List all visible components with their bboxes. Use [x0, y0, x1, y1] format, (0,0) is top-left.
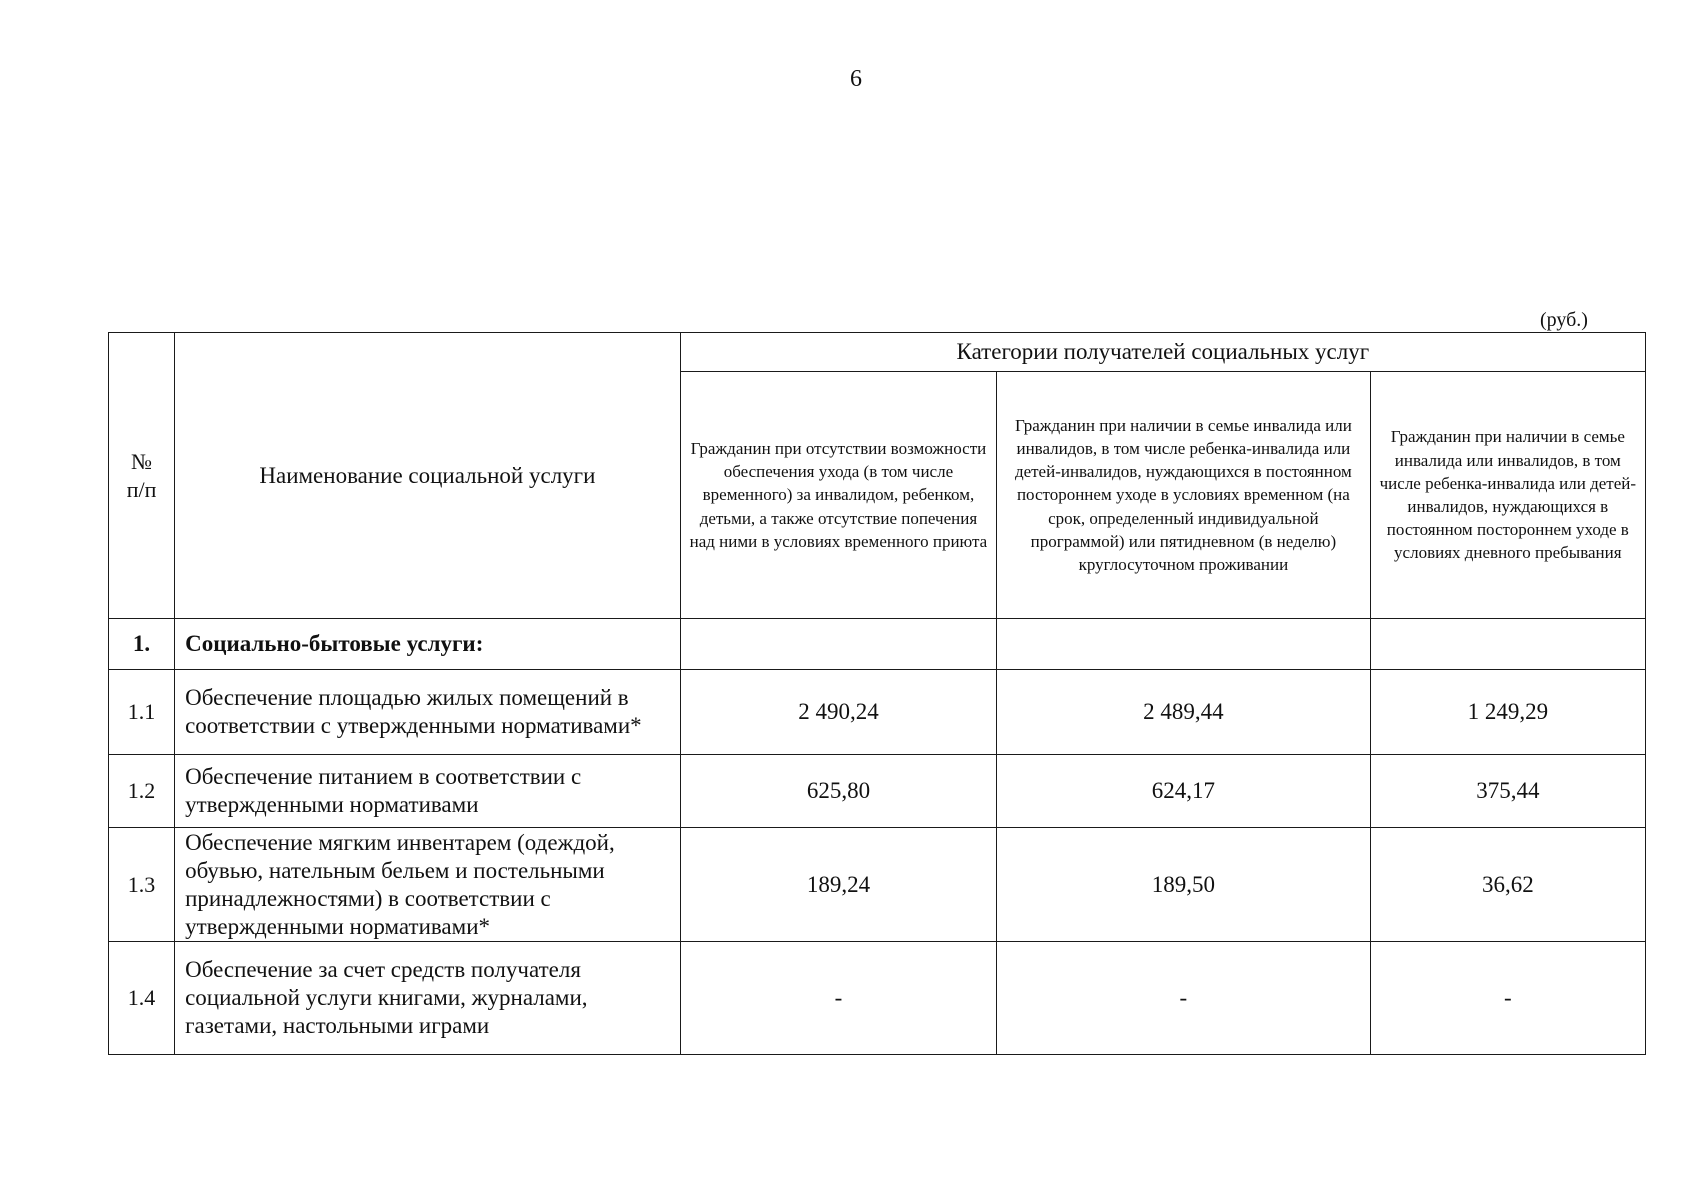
- table-row: [109, 828, 1646, 942]
- row-service-name: Обеспечение питанием в соответствии с утвержденными нормативами: [175, 755, 681, 828]
- section-empty-cell: [680, 619, 996, 670]
- header-category-3: Гражданин при наличии в семье инвалида или инвалидов, в том числе ребенка-инвалида или детей-инвалидов, нуждающихся в постоянном постороннем уходе в условиях дневного пребывания: [1370, 372, 1645, 619]
- row-value-category-1: 189,24: [680, 828, 996, 942]
- table-row: [109, 942, 1646, 1055]
- row-value-category-1: -: [680, 942, 996, 1055]
- row-number: 1.2: [109, 755, 175, 828]
- header-service-name: Наименование социальной услуги: [175, 333, 681, 619]
- row-value-category-3: 1 249,29: [1370, 670, 1645, 755]
- currency-note: (руб.): [1540, 309, 1588, 331]
- row-value-category-3: 375,44: [1370, 755, 1645, 828]
- section-title: Социально-бытовые услуги:: [175, 619, 681, 670]
- row-value-category-1: 2 490,24: [680, 670, 996, 755]
- row-value-category-2: -: [997, 942, 1370, 1055]
- row-value-category-2: 2 489,44: [997, 670, 1370, 755]
- row-value-category-3: 36,62: [1370, 828, 1645, 942]
- table-header-row: [109, 333, 1646, 372]
- row-service-name: Обеспечение площадью жилых помещений в соответствии с утвержденными нормативами*: [175, 670, 681, 755]
- page-number: 6: [850, 66, 862, 92]
- header-category-2: Гражданин при наличии в семье инвалида или инвалидов, в том числе ребенка-инвалида или детей-инвалидов, нуждающихся в постоянном постороннем уходе в условиях временном (на срок, определенный индивидуальной программой) или пятидневном (в неделю) круглосуточном проживании: [997, 372, 1370, 619]
- header-category-1: Гражданин при отсутствии возможности обеспечения ухода (в том числе временного) за инвалидом, ребенком, детьми, а также отсутствие попечения над ними в условиях временного приюта: [680, 372, 996, 619]
- row-number: 1.1: [109, 670, 175, 755]
- row-value-category-2: 189,50: [997, 828, 1370, 942]
- section-number: 1.: [109, 619, 175, 670]
- section-row: [109, 619, 1646, 670]
- row-value-category-3: -: [1370, 942, 1645, 1055]
- service-tariffs-table: [108, 332, 1646, 1055]
- row-value-category-2: 624,17: [997, 755, 1370, 828]
- table-row: [109, 670, 1646, 755]
- header-categories-group: Категории получателей социальных услуг: [680, 333, 1645, 372]
- section-empty-cell: [997, 619, 1370, 670]
- row-value-category-1: 625,80: [680, 755, 996, 828]
- section-empty-cell: [1370, 619, 1645, 670]
- header-number-label: № п/п: [126, 448, 157, 502]
- row-service-name: Обеспечение мягким инвентарем (одеждой, обувью, нательным бельем и постельными принадлежностями) в соответствии с утвержденными нормативами*: [175, 828, 681, 942]
- row-number: 1.4: [109, 942, 175, 1055]
- header-number: [109, 333, 175, 619]
- row-number: 1.3: [109, 828, 175, 942]
- row-service-name: Обеспечение за счет средств получателя социальной услуги книгами, журналами, газетами, настольными играми: [175, 942, 681, 1055]
- table-row: [109, 755, 1646, 828]
